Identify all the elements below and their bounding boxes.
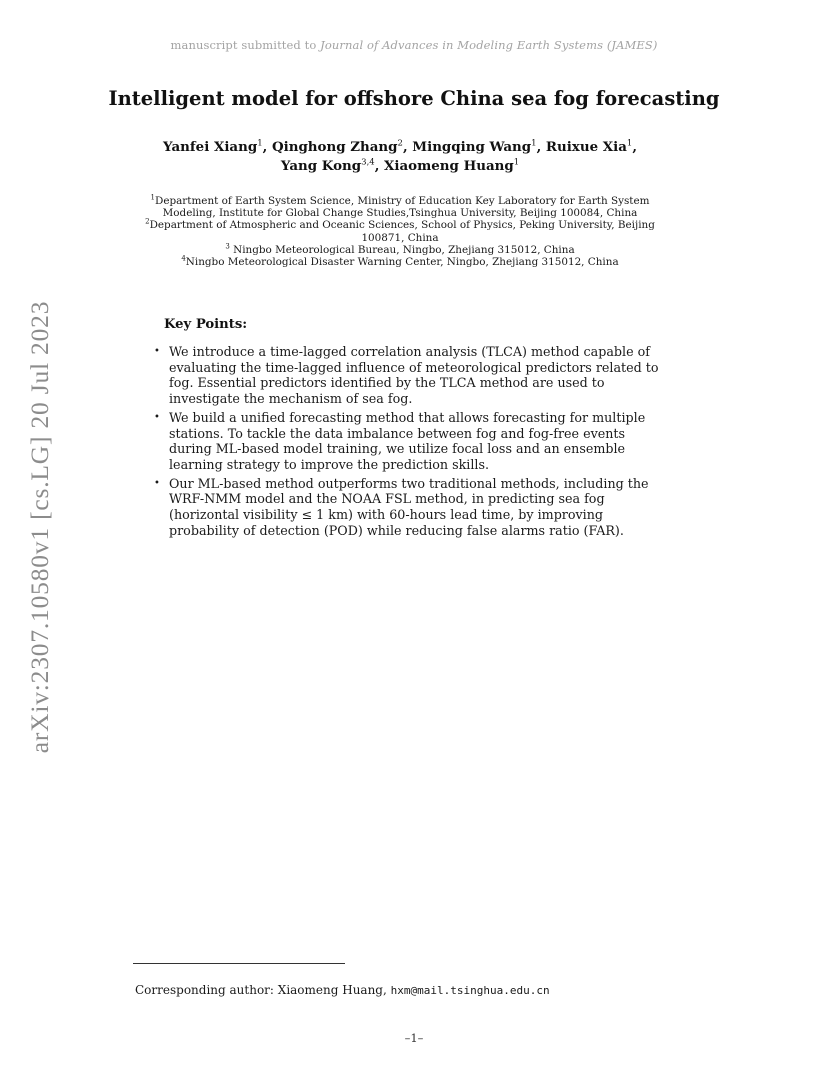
key-point-text: Our ML-based method outperforms two traditional methods, including the WRF-NMM model and the NOAA FSL method, in predicting sea fog (horizontal visibility ≤ 1 km) with 60-hours lead time, by improving probability of detection (POD) while reducing false alarms ratio (FAR).: [169, 475, 649, 538]
affiliation-list: [135, 195, 665, 268]
author-separator: ,: [402, 139, 413, 155]
author-separator: ,: [262, 139, 272, 155]
author-name: Yanfei Xiang: [162, 139, 258, 155]
bullet-marker: •: [154, 477, 160, 489]
key-point-item: [150, 476, 662, 539]
bullet-marker: •: [154, 411, 160, 423]
affiliation-item: [135, 195, 665, 219]
author-separator: ,: [536, 139, 546, 155]
author-separator: ,: [374, 158, 385, 174]
footnote-rule: [133, 963, 345, 964]
affiliation-number: 2: [145, 217, 150, 226]
affiliation-item: [135, 256, 665, 268]
arxiv-identifier-text: arXiv:2307.10580v1 [cs.LG] 20 Jul 2023: [25, 300, 54, 754]
key-point-text: We build a unified forecasting method that allows forecasting for multiple stations. To tackle the data imbalance between fog and fog-free events during ML-based model training, we utilize focal loss and an ensemble learning strategy to improve the prediction skills.: [169, 409, 646, 472]
key-points-heading: Key Points:: [164, 317, 248, 332]
author-name: Mingqing Wang: [412, 139, 532, 155]
affiliation-text: Department of Atmospheric and Oceanic Sciences, School of Physics, Peking University, Beijing 100871, China: [149, 219, 655, 244]
affiliation-number: 3: [225, 242, 230, 251]
author-affiliation-sup: 1: [257, 138, 263, 149]
page-number: –1–: [404, 1031, 424, 1045]
bullet-marker: •: [154, 346, 160, 357]
running-head-prefix: manuscript submitted to: [170, 38, 321, 52]
author-affiliation-sup: 1: [513, 157, 520, 168]
author-name: Ruixue Xia: [545, 139, 627, 155]
key-point-item: [150, 344, 662, 407]
affiliation-text: Ningbo Meteorological Bureau, Ningbo, Zhejiang 315012, China: [229, 243, 575, 256]
running-head: [0, 38, 828, 52]
author-affiliation-sup: 3,4: [361, 157, 375, 168]
author-affiliation-sup: 1: [626, 138, 633, 149]
key-point-item: [150, 410, 662, 473]
author-email-link[interactable]: hxm@mail.tsinghua.edu.cn: [390, 984, 550, 997]
key-point-text: We introduce a time-lagged correlation analysis (TLCA) method capable of evaluating the time-lagged influence of meteorological predictors related to fog. Essential predictors identified by the TLCA method are used to investigate the mechanism of sea fog.: [169, 344, 659, 407]
author-affiliation-sup: 2: [397, 138, 403, 149]
author-name: Yang Kong: [280, 158, 362, 174]
author-name: Xiaomeng Huang: [384, 158, 514, 174]
author-list: [150, 138, 650, 176]
author-separator: ,: [632, 139, 638, 155]
paper-title: Intelligent model for offshore China sea fog forecasting: [108, 87, 720, 110]
affiliation-number: 1: [150, 193, 155, 202]
affiliation-text: Ningbo Meteorological Disaster Warning Center, Ningbo, Zhejiang 315012, China: [185, 256, 619, 269]
corresponding-author-footnote: [135, 983, 550, 997]
affiliation-item: [135, 244, 665, 256]
journal-name: Journal of Advances in Modeling Earth Systems (JAMES): [320, 38, 658, 52]
affiliation-text: Department of Earth System Science, Ministry of Education Key Laboratory for Earth System Modeling, Institute for Global Change Studies,Tsinghua University, Beijing 100084, China: [154, 195, 650, 220]
author-name: Qinghong Zhang: [271, 139, 398, 155]
author-affiliation-sup: 1: [531, 138, 537, 149]
footnote-label: Corresponding author: Xiaomeng Huang,: [135, 983, 391, 997]
affiliation-item: [135, 219, 665, 243]
affiliation-number: 4: [181, 254, 186, 263]
key-points-list: [150, 344, 662, 541]
